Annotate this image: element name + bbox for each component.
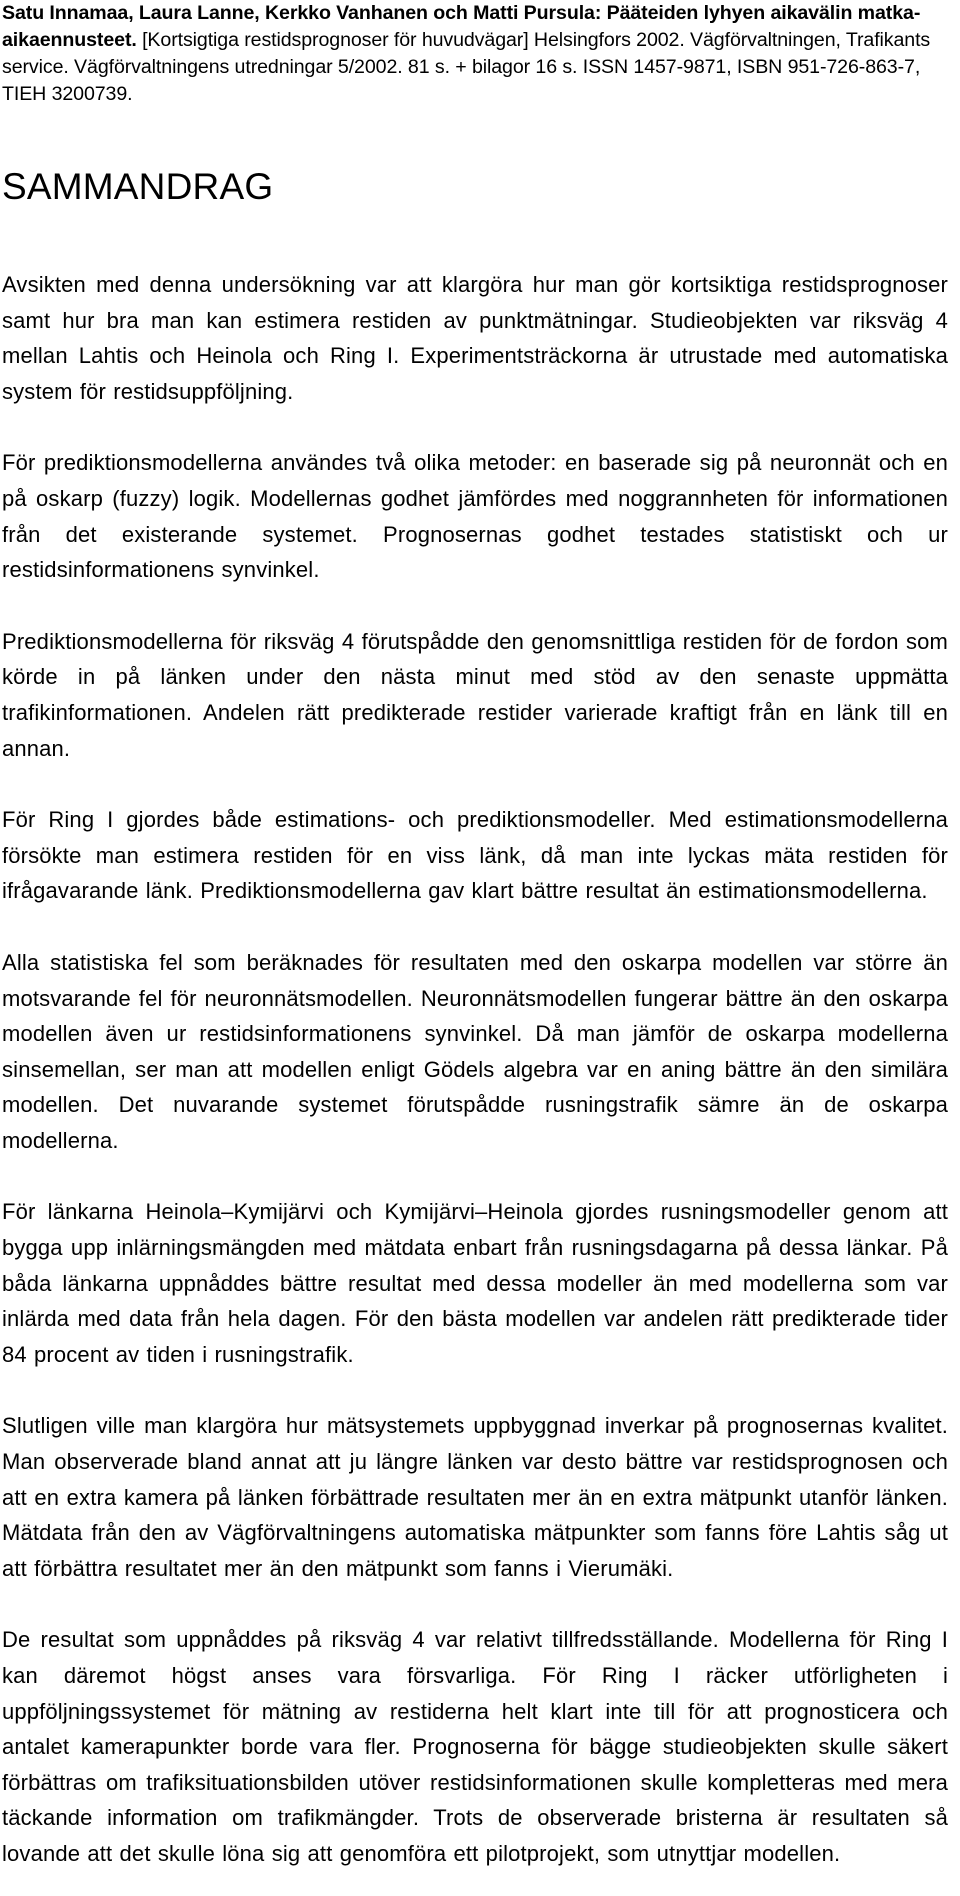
paragraph-7: Slutligen ville man klargöra hur mätsystemets uppbyggnad inverkar på prognosernas kvalitet. Man observerade bland annat att ju längre länken var desto bättre var restidsprognosen och att en extra kamera på länken förbättrade resultaten mer än en extra mätpunkt utanför länken. Mätdata från den av Vägförvaltningens automatiska mätpunkter som fanns före Lahtis såg ut att förbättra resultatet mer än den mätpunkt som fanns i Vierumäki. — [2, 1413, 948, 1581]
paragraph-1: Avsikten med denna undersökning var att klargöra hur man gör kortsiktiga restidsprognoser samt hur bra man kan estimera restiden av punktmätningar. Studieobjekten var riksväg 4 mellan Lahtis och Heinola och Ring I. Experimentsträckorna är utrustade med automatiska system för restidsuppföljning. — [2, 272, 948, 404]
paragraph-3: Prediktionsmodellerna för riksväg 4 förutspådde den genomsnittliga restiden för de fordon som körde in på länken under den nästa minut med stöd av den senaste uppmätta trafikinformationen. Andelen rätt predikterade restider varierade kraftigt från en länk till en annan. — [2, 628, 948, 761]
citation-details: [Kortsigtiga restidsprognoser för huvudvägar] Helsingfors 2002. Vägförvaltningen, Trafikants service. Vägförvaltningens utredningar 5/2002. 81 s. + bilagor 16 s. ISSN 1457-9871, ISBN 951-726-863-7, TIEH 3200739. — [2, 29, 931, 105]
paragraph-4: För Ring I gjordes både estimations- och prediktionsmodeller. Med estimationsmodellerna försökte man estimera restiden för en viss länk, då man inte lyckas mäta restiden för ifrågavarande länk. Prediktionsmodellerna gav klart bättre resultat än estimationsmodellerna. — [2, 807, 948, 904]
section-heading: SAMMANDRAG — [2, 166, 274, 207]
bibliographic-citation — [2, 0, 948, 108]
paragraph-6: För länkarna Heinola–Kymijärvi och Kymijärvi–Heinola gjordes rusningsmodeller genom att bygga upp inlärningsmängden med mätdata enbart från rusningsdagarna på dessa länkar. På båda länkarna uppnåddes bättre resultat med dessa modeller än med modellerna som var inlärda med data från hela dagen. För den bästa modellen var andelen rätt predikterade tider 84 procent av tiden i rusningstrafik. — [2, 1199, 948, 1367]
paragraph-8: De resultat som uppnåddes på riksväg 4 var relativt tillfredsställande. Modellerna för Ring I kan däremot högst anses vara försvarliga. För Ring I räcker utförligheten i uppföljningssystemet för mätning av restiderna helt klart inte till för att prognosticera och antalet kamerapunkter borde vara fler. Prognoserna för bägge studieobjekten skulle säkert förbättras om trafiksituationsbilden utöver restidsinformationen skulle kompletteras med mera täckande information om trafikmängder. Trots de observerade bristerna är resultaten så lovande att det skulle löna sig att genomföra ett pilotprojekt, som utnyttjar modellen. — [2, 1627, 948, 1866]
summary-body — [2, 267, 948, 1872]
paragraph-5: Alla statistiska fel som beräknades för resultaten med den oskarpa modellen var större än motsvarande fel för neuronnätsmodellen. Neuronnätsmodellen fungerar bättre än den oskarpa modellen även ur restidsinformationens synvinkel. Då man jämför de oskarpa modellerna sinsemellan, ser man att modellen enligt Gödels algebra var en aning bättre än den similära modellen. Det nuvarande systemet förutspådde rusningstrafik sämre än de oskarpa modellerna. — [2, 949, 948, 1153]
paragraph-2: För prediktionsmodellerna användes två olika metoder: en baserade sig på neuronnät och en på oskarp (fuzzy) logik. Modellernas godhet jämfördes med noggrannheten för informationen från det existerande systemet. Prognosernas godhet testades statistiskt och ur restidsinformationens synvinkel. — [2, 450, 948, 583]
citation-authors-title: Satu Innamaa, Laura Lanne, Kerkko Vanhanen och Matti Pursula: Pääteiden lyhyen aikavälin matka-aikaennusteet. — [2, 2, 921, 51]
